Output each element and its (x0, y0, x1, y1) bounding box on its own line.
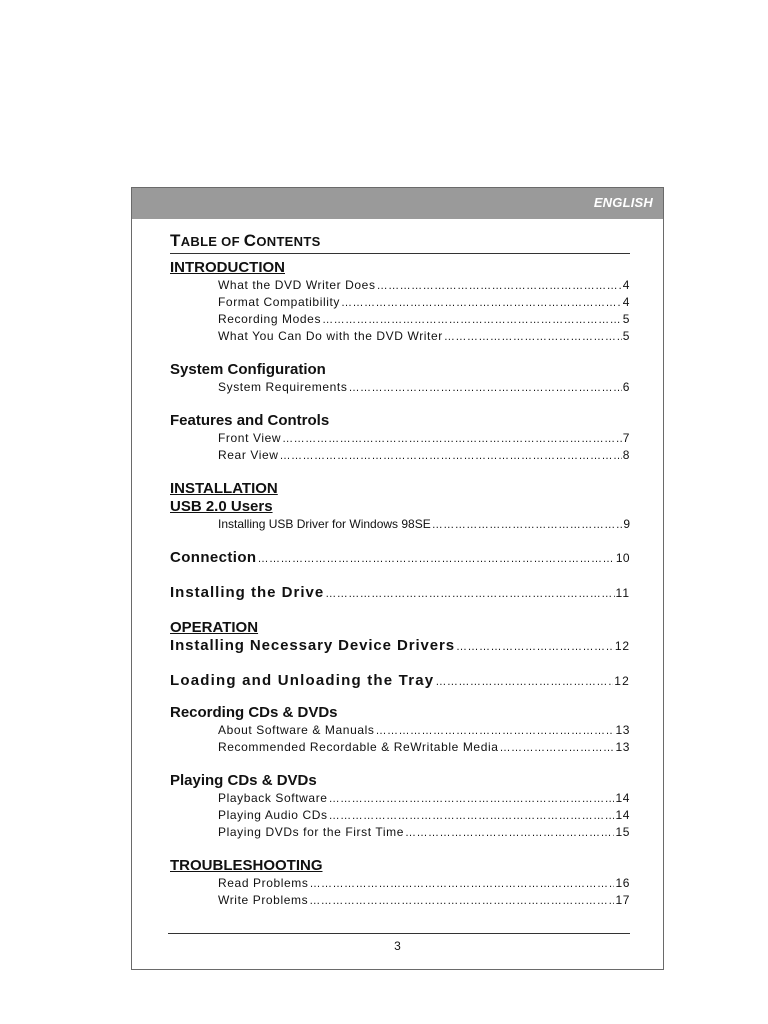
section-heading-installation: INSTALLATION (170, 480, 278, 497)
toc-entry-installing-drivers[interactable]: Installing Necessary Device Drivers ………………………………………………………………………………………………………………………………………………………………………………………………… 12 (170, 637, 630, 656)
section-heading-introduction: INTRODUCTION (170, 259, 285, 276)
toc-entry-connection[interactable]: Connection ………………………………………………………………………………………………………………………………………………………………………………………………… 10 (170, 549, 630, 568)
toc-entry[interactable]: Format Compatibility ………………………………………………………………………………………………………………………………………………………………………………………………… 4 (170, 294, 630, 311)
toc-entry[interactable]: Playing Audio CDs ………………………………………………………………………………………………………………………………………………………………………………………………… 14 (170, 807, 630, 824)
section-heading-troubleshooting: TROUBLESHOOTING (170, 857, 323, 874)
toc-entry[interactable]: Write Problems ………………………………………………………………………………………………………………………………………………………………………………………………… 17 (170, 892, 630, 909)
toc-entry-loading-tray[interactable]: Loading and Unloading the Tray ………………………………………………………………………………………………………………………………………………………………………………………………… 12 (170, 672, 630, 691)
subsection-heading-usb: USB 2.0 Users (170, 498, 273, 515)
section-heading-features-controls: Features and Controls (170, 412, 330, 429)
toc-entry[interactable]: About Software & Manuals ………………………………………………………………………………………………………………………………………………………………………………………………… 13 (170, 722, 630, 739)
toc-entry[interactable]: Front View ………………………………………………………………………………………………………………………………………………………………………………………………… 7 (170, 430, 630, 447)
toc-entry[interactable]: Playing DVDs for the First Time ………………………………………………………………………………………………………………………………………………………………………………………………… 15 (170, 824, 630, 841)
toc-entry-installing-drive[interactable]: Installing the Drive ………………………………………………………………………………………………………………………………………………………………………………………………… 11 (170, 584, 630, 603)
toc-entry[interactable]: What the DVD Writer Does ………………………………………………………………………………………………………………………………………………………………………………………………… 4 (170, 277, 630, 294)
toc-entry[interactable]: Rear View ………………………………………………………………………………………………………………………………………………………………………………………………… 8 (170, 447, 630, 464)
header-bar (132, 188, 663, 219)
toc-entry[interactable]: Installing USB Driver for Windows 98SE ………………………………………………………………………………………………………………………………………………………………………………………………… 9 (170, 516, 630, 533)
manual-page (131, 187, 664, 970)
toc-entry[interactable]: System Requirements ………………………………………………………………………………………………………………………………………………………………………………………………… 6 (170, 379, 630, 396)
toc-entry[interactable]: Playback Software ………………………………………………………………………………………………………………………………………………………………………………………………… 14 (170, 790, 630, 807)
section-heading-operation: OPERATION (170, 619, 259, 636)
toc-entry[interactable]: Recommended Recordable & ReWritable Media ………………………………………………………………………………………………………………………………………………………………………………………………… 13 (170, 739, 630, 756)
section-heading-recording: Recording CDs & DVDs (170, 704, 338, 721)
toc-entry[interactable]: What You Can Do with the DVD Writer ………………………………………………………………………………………………………………………………………………………………………………………………… 5 (170, 328, 630, 345)
page-number: 3 (394, 939, 401, 953)
language-label: ENGLISH (593, 195, 653, 210)
section-heading-playing: Playing CDs & DVDs (170, 772, 317, 789)
section-heading-system-configuration: System Configuration (170, 361, 326, 378)
toc-title: TABLE OF CONTENTS (170, 231, 630, 254)
table-of-contents (170, 231, 630, 909)
footer-divider (168, 933, 630, 934)
toc-entry[interactable]: Recording Modes ………………………………………………………………………………………………………………………………………………………………………………………………… 5 (170, 311, 630, 328)
toc-entry[interactable]: Read Problems ………………………………………………………………………………………………………………………………………………………………………………………………… 16 (170, 875, 630, 892)
